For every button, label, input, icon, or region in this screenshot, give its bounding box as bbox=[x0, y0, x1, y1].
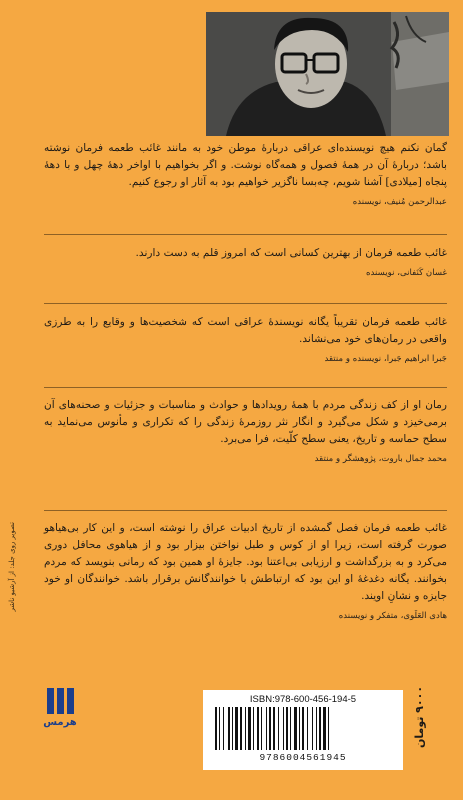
isbn-label: ISBN:978-600-456-194-5 bbox=[249, 694, 357, 705]
hermes-logo-icon bbox=[47, 688, 74, 714]
author-photo bbox=[206, 12, 449, 136]
cover-credit: تصویر روی جلد: از آرشیو ناشر bbox=[8, 522, 16, 612]
quote-block-5 bbox=[44, 520, 447, 622]
quote-text: رمان او از کف زندگی مردم با همهٔ رویدادها و حوادث و مناسبات و جزئیات و صحنه‌های آن برمی‌خیزد و شکل می‌گیرد و انگار نثر روزمرهٔ زندگی را که تکراری و مأنوس می‌نماید به سطح حماسه و تاریخ، یعنی سطح کلّیت، فرا می‌برد. bbox=[44, 399, 447, 445]
quote-block-3 bbox=[44, 314, 447, 365]
quote-author: هادی العَلَوی، متفکر و نویسنده bbox=[338, 611, 447, 621]
quote-block-2 bbox=[44, 245, 447, 279]
barcode-icon bbox=[213, 707, 393, 750]
barcode-number: 9786004561945 bbox=[259, 752, 347, 763]
quote-text: گمان نکنم هیچ نویسنده‌ای عراقی دربارهٔ موطن خود به مانند غائب طعمه فرمان نوشته باشد؛ دربارهٔ آن در همهٔ فصول و همه‌گاه نوشت. و اگر بخواهیم با اواخر دههٔ چهل و با دههٔ پنجاه [میلادی] آشنا شویم، چه‌بسا ناگزیر خواهیم بود به آثار او رجوع کنیم. bbox=[44, 142, 447, 188]
divider bbox=[44, 510, 447, 511]
quote-text: غائب طعمه فرمان تقریباً یگانه نویسندهٔ عراقی است که شخصیت‌ها و وقایع را به طرزی واقعی در رمان‌های خود می‌نشاند. bbox=[44, 316, 447, 345]
publisher-name: هرمس bbox=[43, 717, 77, 728]
quote-author: محمد جمال باروت، پژوهشگر و منتقد bbox=[314, 454, 447, 464]
divider bbox=[44, 234, 447, 235]
divider bbox=[44, 303, 447, 304]
quote-author: عبدالرحمن مُنیف، نویسنده bbox=[352, 197, 447, 207]
publisher-logo bbox=[38, 688, 82, 752]
quote-block-1 bbox=[44, 140, 447, 208]
quote-block-4 bbox=[44, 397, 447, 465]
price-label: ۹۰۰۰ تومان bbox=[413, 685, 426, 748]
quote-author: غسان کَنَفانی، نویسنده bbox=[365, 268, 447, 278]
quote-author: جَبرا ابراهیم جَبرا، نویسنده و منتقد bbox=[324, 354, 447, 364]
quote-text: غائب طعمه فرمان از بهترین کسانی است که امروز قلم به دست دارند. bbox=[135, 247, 447, 259]
divider bbox=[44, 387, 447, 388]
quote-text: غائب طعمه فرمان فصل گمشده از تاریخ ادبیات عراق را نوشته است، و این کار بی‌هیاهو صورت گرفته است، زیرا او از کوس و طبل نواختن بیزار بود و از هیاهوی محافل دوری می‌کرد و به بزرگداشت و ارزیابی بی‌اعتنا بود. جایزهٔ او همین بود که رمانی بنویسد که مردم بخوانند. یگانه دغدغهٔ او این بود که ارتباطش با خوانندگانش برقرار باشد. خوانندگان او خود جایزه و نشانِ اویند. bbox=[44, 522, 447, 602]
barcode-area bbox=[203, 690, 403, 770]
